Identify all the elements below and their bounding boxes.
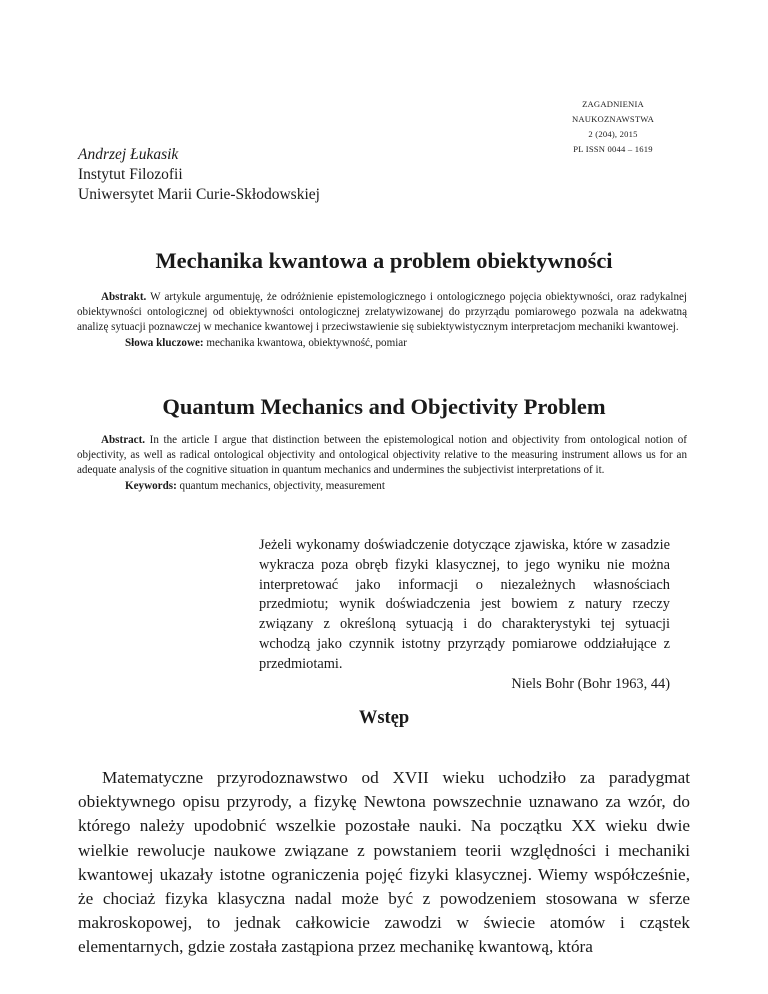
journal-header xyxy=(548,97,678,157)
body-paragraph: Matematyczne przyrodoznawstwo od XVII wieku uchodziło za paradygmat obiektywnego opisu przyrody, a fizykę Newtona powszechnie uznawano za wzór, do którego należy upodobnić wszelkie pozostałe nauki. Na początku XX wieku dwie wielkie rewolucje naukowe związane z powstaniem teorii względności i mechaniki kwantowej ukazały istotne ograniczenia pojęć fizyki klasycznej. Wiemy współcześnie, że chociaż fizyka klasyczna nadal może być z powodzeniem stosowana w sferze makroskopowej, to jednak całkowicie zawodzi w świecie atomów i cząstek elementarnych, gdzie została zastąpiona przez mechanikę kwantową, która xyxy=(78,768,690,957)
journal-issn: PL ISSN 0044 – 1619 xyxy=(573,144,653,154)
journal-name-line2: NAUKOZNAWSTWA xyxy=(571,114,655,124)
abstract-polish-body: W artykule argumentuję, że odróżnienie epistemologicznego i ontologicznego pojęcia obiektywności, oraz radykalnej obiektywności ontologicznej od obiektywności ontologicznej zrelatywizowanej do przyrządu pomiarowego pozwala na adekwatną analizę sytuacji poznawczej w mechanice kwantowej i przeciwstawienie się subiektywistycznym interpretacjom mechaniki kwantowej. xyxy=(77,291,687,334)
author-block xyxy=(78,145,320,205)
keywords-polish-list: mechanika kwantowa, obiektywność, pomiar xyxy=(206,336,407,349)
title-english: Quantum Mechanics and Objectivity Problem xyxy=(162,394,606,419)
journal-issue: 2 (204), 2015 xyxy=(588,129,638,139)
epigraph-attribution: Niels Bohr (Bohr 1963, 44) xyxy=(511,675,670,692)
journal-name: ZAGADNIENIA xyxy=(582,99,644,109)
keywords-english xyxy=(77,479,687,494)
keywords-english-list: quantum mechanics, objectivity, measurement xyxy=(179,479,385,492)
epigraph-quote: Jeżeli wykonamy doświadczenie dotyczące zjawiska, które w zasadzie wykracza poza obręb fizyki klasycznej, to jego wyniku nie można interpretować jako informacji o niezależnych własnościach przedmiotu; wynik doświadczenia jest bowiem z natury rzeczy związany z określoną sytuacją i do charakterystyki tej sytuacji wchodzą jako czynnik istotny przyrządy pomiarowe oddziałujące z przedmiotami. xyxy=(259,537,670,672)
keywords-english-label: Keywords: xyxy=(125,479,177,492)
abstract-english xyxy=(77,433,687,494)
author-name: Andrzej Łukasik xyxy=(78,146,179,163)
epigraph xyxy=(259,536,670,694)
abstract-polish-text xyxy=(77,290,687,336)
author-university: Uniwersytet Marii Curie-Skłodowskiej xyxy=(78,186,320,203)
author-institute: Instytut Filozofii xyxy=(78,166,183,183)
title-polish: Mechanika kwantowa a problem obiektywności xyxy=(155,248,613,273)
keywords-polish xyxy=(77,336,687,351)
body-text xyxy=(78,766,690,960)
abstract-english-label: Abstract. xyxy=(101,434,146,446)
abstract-polish-label: Abstrakt. xyxy=(101,291,147,303)
keywords-polish-label: Słowa kluczowe: xyxy=(125,336,204,349)
section-heading: Wstęp xyxy=(358,708,410,728)
abstract-english-body: In the article I argue that distinction between the epistemological notion and objectivity from ontological notion of objectivity, as well as radical ontological objectivity and ontological objectivity relative to the measuring instrument allows us for an adequate analysis of the cognitive situation in quantum mechanics and undermines the subjectivist interpretations of it. xyxy=(77,434,688,477)
abstract-english-text xyxy=(77,433,687,479)
abstract-polish xyxy=(77,290,687,351)
